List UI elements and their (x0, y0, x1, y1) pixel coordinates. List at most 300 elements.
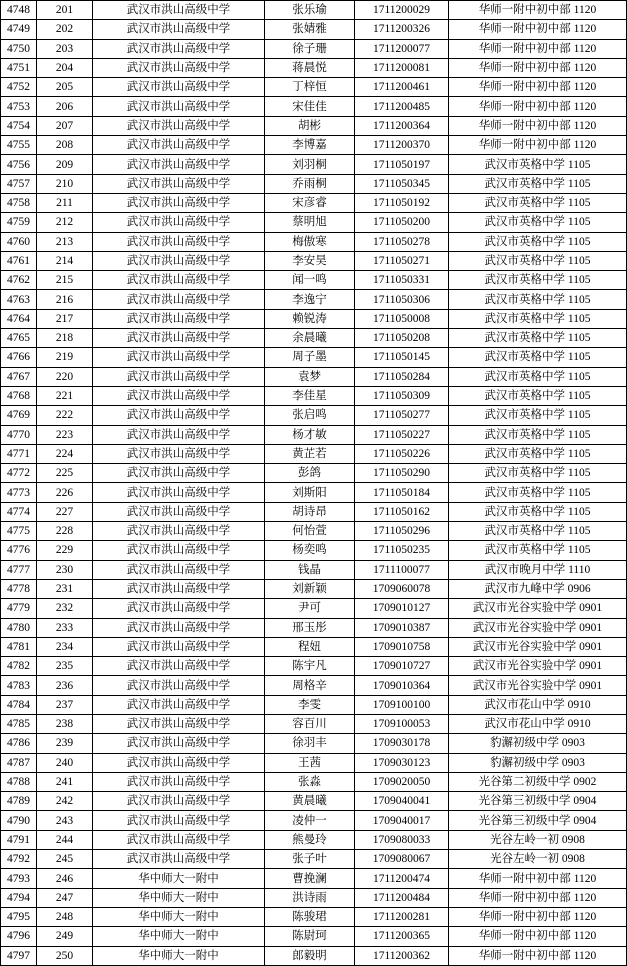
student-id-cell: 1711050345 (355, 174, 449, 193)
seq-number-cell: 230 (37, 560, 93, 579)
admitted-school-cell: 武汉市洪山高级中学 (93, 830, 265, 849)
table-row (1, 309, 627, 328)
origin-school-cell: 华师一附中初中部 1120 (449, 869, 627, 888)
student-name-cell: 刘新颖 (265, 579, 355, 598)
admitted-school-cell: 武汉市洪山高级中学 (93, 309, 265, 328)
student-name-cell: 丁梓恒 (265, 78, 355, 97)
row-index-cell: 4771 (1, 444, 37, 463)
student-name-cell: 蔡明旭 (265, 213, 355, 232)
student-id-cell: 1711050278 (355, 232, 449, 251)
table-row (1, 888, 627, 907)
admitted-school-cell: 武汉市洪山高级中学 (93, 541, 265, 560)
seq-number-cell: 215 (37, 271, 93, 290)
student-name-cell: 宋佳佳 (265, 97, 355, 116)
origin-school-cell: 华师一附中初中部 1120 (449, 58, 627, 77)
student-name-cell: 程妞 (265, 637, 355, 656)
student-id-cell: 1711200029 (355, 1, 449, 20)
table-row (1, 329, 627, 348)
student-name-cell: 陈尉珂 (265, 927, 355, 946)
seq-number-cell: 204 (37, 58, 93, 77)
row-index-cell: 4762 (1, 271, 37, 290)
table-row (1, 869, 627, 888)
seq-number-cell: 219 (37, 348, 93, 367)
student-id-cell: 1711200370 (355, 136, 449, 155)
row-index-cell: 4752 (1, 78, 37, 97)
admitted-school-cell: 武汉市洪山高级中学 (93, 483, 265, 502)
table-row (1, 271, 627, 290)
table-row (1, 714, 627, 733)
origin-school-cell: 华师一附中初中部 1120 (449, 1, 627, 20)
seq-number-cell: 207 (37, 116, 93, 135)
origin-school-cell: 武汉市九峰中学 0906 (449, 579, 627, 598)
origin-school-cell: 武汉市英格中学 1105 (449, 251, 627, 270)
student-name-cell: 乔雨桐 (265, 174, 355, 193)
student-id-cell: 1709100100 (355, 695, 449, 714)
origin-school-cell: 华师一附中初中部 1120 (449, 888, 627, 907)
student-id-cell: 1711050197 (355, 155, 449, 174)
origin-school-cell: 华师一附中初中部 1120 (449, 946, 627, 965)
admitted-school-cell: 武汉市洪山高级中学 (93, 618, 265, 637)
student-id-cell: 1711050331 (355, 271, 449, 290)
row-index-cell: 4792 (1, 850, 37, 869)
table-row (1, 386, 627, 405)
seq-number-cell: 220 (37, 367, 93, 386)
student-id-cell: 1711050145 (355, 348, 449, 367)
admitted-school-cell: 华中师大一附中 (93, 946, 265, 965)
student-name-cell: 杨奕鸣 (265, 541, 355, 560)
row-index-cell: 4777 (1, 560, 37, 579)
origin-school-cell: 华师一附中初中部 1120 (449, 116, 627, 135)
seq-number-cell: 214 (37, 251, 93, 270)
student-id-cell: 1711050296 (355, 522, 449, 541)
row-index-cell: 4759 (1, 213, 37, 232)
admitted-school-cell: 武汉市洪山高级中学 (93, 444, 265, 463)
table-row (1, 599, 627, 618)
row-index-cell: 4780 (1, 618, 37, 637)
seq-number-cell: 240 (37, 753, 93, 772)
seq-number-cell: 248 (37, 907, 93, 926)
table-row (1, 830, 627, 849)
admitted-school-cell: 武汉市洪山高级中学 (93, 772, 265, 791)
student-id-cell: 1709010127 (355, 599, 449, 618)
seq-number-cell: 239 (37, 734, 93, 753)
row-index-cell: 4787 (1, 753, 37, 772)
seq-number-cell: 241 (37, 772, 93, 791)
table-row (1, 97, 627, 116)
row-index-cell: 4788 (1, 772, 37, 791)
student-name-cell: 王茜 (265, 753, 355, 772)
table-row (1, 406, 627, 425)
student-name-cell: 杨才敏 (265, 425, 355, 444)
admitted-school-cell: 武汉市洪山高级中学 (93, 792, 265, 811)
table-row (1, 116, 627, 135)
origin-school-cell: 光谷第二初级中学 0902 (449, 772, 627, 791)
origin-school-cell: 武汉市花山中学 0910 (449, 695, 627, 714)
table-row (1, 39, 627, 58)
student-id-cell: 1709080033 (355, 830, 449, 849)
student-name-cell: 梅傲寒 (265, 232, 355, 251)
origin-school-cell: 华师一附中初中部 1120 (449, 927, 627, 946)
table-row (1, 174, 627, 193)
row-index-cell: 4765 (1, 329, 37, 348)
student-name-cell: 洪诗雨 (265, 888, 355, 907)
origin-school-cell: 武汉市英格中学 1105 (449, 367, 627, 386)
row-index-cell: 4793 (1, 869, 37, 888)
seq-number-cell: 201 (37, 1, 93, 20)
origin-school-cell: 光谷第三初级中学 0904 (449, 792, 627, 811)
origin-school-cell: 豹澥初级中学 0903 (449, 753, 627, 772)
row-index-cell: 4757 (1, 174, 37, 193)
admitted-school-cell: 武汉市洪山高级中学 (93, 136, 265, 155)
admitted-school-cell: 武汉市洪山高级中学 (93, 560, 265, 579)
admitted-school-cell: 武汉市洪山高级中学 (93, 406, 265, 425)
origin-school-cell: 武汉市英格中学 1105 (449, 522, 627, 541)
admitted-school-cell: 武汉市洪山高级中学 (93, 464, 265, 483)
row-index-cell: 4772 (1, 464, 37, 483)
seq-number-cell: 228 (37, 522, 93, 541)
admitted-school-cell: 华中师大一附中 (93, 927, 265, 946)
table-row (1, 946, 627, 965)
student-name-cell: 张启鸣 (265, 406, 355, 425)
row-index-cell: 4756 (1, 155, 37, 174)
table-row (1, 483, 627, 502)
table-row (1, 1, 627, 20)
seq-number-cell: 223 (37, 425, 93, 444)
table-row (1, 213, 627, 232)
student-name-cell: 陈宇凡 (265, 657, 355, 676)
origin-school-cell: 华师一附中初中部 1120 (449, 907, 627, 926)
student-name-cell: 邢玉彤 (265, 618, 355, 637)
student-id-cell: 1711200081 (355, 58, 449, 77)
origin-school-cell: 武汉市晚月中学 1110 (449, 560, 627, 579)
admitted-school-cell: 武汉市洪山高级中学 (93, 251, 265, 270)
row-index-cell: 4782 (1, 657, 37, 676)
origin-school-cell: 华师一附中初中部 1120 (449, 97, 627, 116)
student-id-cell: 1711050290 (355, 464, 449, 483)
admitted-school-cell: 武汉市洪山高级中学 (93, 78, 265, 97)
table-row (1, 444, 627, 463)
student-id-cell: 1709060078 (355, 579, 449, 598)
admitted-school-cell: 武汉市洪山高级中学 (93, 637, 265, 656)
row-index-cell: 4784 (1, 695, 37, 714)
row-index-cell: 4750 (1, 39, 37, 58)
student-name-cell: 李逸宁 (265, 290, 355, 309)
origin-school-cell: 武汉市英格中学 1105 (449, 174, 627, 193)
admitted-school-cell: 武汉市洪山高级中学 (93, 599, 265, 618)
admitted-school-cell: 武汉市洪山高级中学 (93, 20, 265, 39)
seq-number-cell: 202 (37, 20, 93, 39)
origin-school-cell: 武汉市英格中学 1105 (449, 193, 627, 212)
admitted-school-cell: 武汉市洪山高级中学 (93, 58, 265, 77)
admitted-school-cell: 武汉市洪山高级中学 (93, 850, 265, 869)
origin-school-cell: 武汉市英格中学 1105 (449, 444, 627, 463)
table-row (1, 522, 627, 541)
seq-number-cell: 221 (37, 386, 93, 405)
admitted-school-cell: 武汉市洪山高级中学 (93, 174, 265, 193)
admitted-school-cell: 武汉市洪山高级中学 (93, 734, 265, 753)
student-name-cell: 李博嘉 (265, 136, 355, 155)
table-row (1, 348, 627, 367)
student-id-cell: 1711050226 (355, 444, 449, 463)
row-index-cell: 4755 (1, 136, 37, 155)
row-index-cell: 4797 (1, 946, 37, 965)
seq-number-cell: 231 (37, 579, 93, 598)
student-name-cell: 张乐瑜 (265, 1, 355, 20)
seq-number-cell: 242 (37, 792, 93, 811)
seq-number-cell: 244 (37, 830, 93, 849)
table-row (1, 541, 627, 560)
seq-number-cell: 236 (37, 676, 93, 695)
origin-school-cell: 武汉市英格中学 1105 (449, 155, 627, 174)
row-index-cell: 4773 (1, 483, 37, 502)
table-row (1, 367, 627, 386)
student-id-cell: 1709010364 (355, 676, 449, 695)
admitted-school-cell: 武汉市洪山高级中学 (93, 579, 265, 598)
student-id-cell: 1711200077 (355, 39, 449, 58)
admitted-school-cell: 武汉市洪山高级中学 (93, 116, 265, 135)
student-name-cell: 彭鸽 (265, 464, 355, 483)
seq-number-cell: 225 (37, 464, 93, 483)
seq-number-cell: 208 (37, 136, 93, 155)
student-id-cell: 1709040041 (355, 792, 449, 811)
admitted-school-cell: 华中师大一附中 (93, 907, 265, 926)
table-row (1, 464, 627, 483)
row-index-cell: 4768 (1, 386, 37, 405)
seq-number-cell: 232 (37, 599, 93, 618)
student-id-cell: 1709100053 (355, 714, 449, 733)
origin-school-cell: 武汉市花山中学 0910 (449, 714, 627, 733)
origin-school-cell: 武汉市英格中学 1105 (449, 309, 627, 328)
student-name-cell: 胡彬 (265, 116, 355, 135)
origin-school-cell: 武汉市英格中学 1105 (449, 502, 627, 521)
row-index-cell: 4778 (1, 579, 37, 598)
student-id-cell: 1709010758 (355, 637, 449, 656)
seq-number-cell: 212 (37, 213, 93, 232)
admitted-school-cell: 武汉市洪山高级中学 (93, 714, 265, 733)
student-name-cell: 郎毅明 (265, 946, 355, 965)
origin-school-cell: 光谷第三初级中学 0904 (449, 811, 627, 830)
student-id-cell: 1711200364 (355, 116, 449, 135)
student-id-cell: 1711050227 (355, 425, 449, 444)
student-name-cell: 李佳星 (265, 386, 355, 405)
seq-number-cell: 247 (37, 888, 93, 907)
admitted-school-cell: 武汉市洪山高级中学 (93, 155, 265, 174)
table-row (1, 618, 627, 637)
student-name-cell: 何怡萱 (265, 522, 355, 541)
row-index-cell: 4791 (1, 830, 37, 849)
student-id-cell: 1709080067 (355, 850, 449, 869)
table-row (1, 792, 627, 811)
origin-school-cell: 光谷左岭一初 0908 (449, 850, 627, 869)
student-name-cell: 周子墨 (265, 348, 355, 367)
admitted-school-cell: 武汉市洪山高级中学 (93, 271, 265, 290)
table-row (1, 927, 627, 946)
admitted-school-cell: 武汉市洪山高级中学 (93, 367, 265, 386)
admitted-school-cell: 武汉市洪山高级中学 (93, 522, 265, 541)
student-id-cell: 1711050192 (355, 193, 449, 212)
student-id-cell: 1711050162 (355, 502, 449, 521)
row-index-cell: 4789 (1, 792, 37, 811)
student-id-cell: 1711200474 (355, 869, 449, 888)
student-name-cell: 曹挽澜 (265, 869, 355, 888)
table-row (1, 20, 627, 39)
table-row (1, 193, 627, 212)
row-index-cell: 4758 (1, 193, 37, 212)
table-row (1, 772, 627, 791)
table-row (1, 734, 627, 753)
table-row (1, 811, 627, 830)
student-id-cell: 1711050277 (355, 406, 449, 425)
table-row (1, 155, 627, 174)
admitted-school-cell: 武汉市洪山高级中学 (93, 676, 265, 695)
row-index-cell: 4774 (1, 502, 37, 521)
student-name-cell: 闻一鸣 (265, 271, 355, 290)
origin-school-cell: 武汉市英格中学 1105 (449, 213, 627, 232)
table-row (1, 676, 627, 695)
table-row (1, 232, 627, 251)
seq-number-cell: 209 (37, 155, 93, 174)
student-name-cell: 宋彦睿 (265, 193, 355, 212)
student-id-cell: 1711050200 (355, 213, 449, 232)
origin-school-cell: 武汉市英格中学 1105 (449, 348, 627, 367)
student-id-cell: 1711200362 (355, 946, 449, 965)
admitted-school-cell: 华中师大一附中 (93, 888, 265, 907)
row-index-cell: 4760 (1, 232, 37, 251)
student-name-cell: 徐子珊 (265, 39, 355, 58)
seq-number-cell: 250 (37, 946, 93, 965)
origin-school-cell: 武汉市光谷实验中学 0901 (449, 657, 627, 676)
origin-school-cell: 武汉市英格中学 1105 (449, 483, 627, 502)
row-index-cell: 4785 (1, 714, 37, 733)
student-name-cell: 余晨曦 (265, 329, 355, 348)
seq-number-cell: 222 (37, 406, 93, 425)
origin-school-cell: 光谷左岭一初 0908 (449, 830, 627, 849)
student-name-cell: 周格辛 (265, 676, 355, 695)
student-id-cell: 1711050306 (355, 290, 449, 309)
student-name-cell: 胡诗昂 (265, 502, 355, 521)
student-name-cell: 刘斯阳 (265, 483, 355, 502)
row-index-cell: 4764 (1, 309, 37, 328)
admitted-school-cell: 武汉市洪山高级中学 (93, 348, 265, 367)
admitted-school-cell: 武汉市洪山高级中学 (93, 329, 265, 348)
row-index-cell: 4754 (1, 116, 37, 135)
origin-school-cell: 华师一附中初中部 1120 (449, 20, 627, 39)
admitted-school-cell: 华中师大一附中 (93, 869, 265, 888)
student-id-cell: 1711050271 (355, 251, 449, 270)
student-name-cell: 赖锐涛 (265, 309, 355, 328)
table-row (1, 695, 627, 714)
student-name-cell: 尹可 (265, 599, 355, 618)
row-index-cell: 4790 (1, 811, 37, 830)
student-name-cell: 陈骏珺 (265, 907, 355, 926)
table-row (1, 637, 627, 656)
student-id-cell: 1709010727 (355, 657, 449, 676)
table-row (1, 425, 627, 444)
origin-school-cell: 武汉市英格中学 1105 (449, 232, 627, 251)
admitted-school-cell: 武汉市洪山高级中学 (93, 213, 265, 232)
student-id-cell: 1709030123 (355, 753, 449, 772)
seq-number-cell: 216 (37, 290, 93, 309)
student-id-cell: 1711200484 (355, 888, 449, 907)
table-row (1, 58, 627, 77)
seq-number-cell: 211 (37, 193, 93, 212)
student-id-cell: 1711050008 (355, 309, 449, 328)
row-index-cell: 4794 (1, 888, 37, 907)
student-name-cell: 容百川 (265, 714, 355, 733)
admitted-school-cell: 武汉市洪山高级中学 (93, 193, 265, 212)
admitted-school-cell: 武汉市洪山高级中学 (93, 425, 265, 444)
admitted-school-cell: 武汉市洪山高级中学 (93, 1, 265, 20)
student-id-cell: 1711050309 (355, 386, 449, 405)
student-name-cell: 张淼 (265, 772, 355, 791)
origin-school-cell: 武汉市英格中学 1105 (449, 329, 627, 348)
student-id-cell: 1711100077 (355, 560, 449, 579)
admitted-school-cell: 武汉市洪山高级中学 (93, 290, 265, 309)
table-row (1, 136, 627, 155)
seq-number-cell: 233 (37, 618, 93, 637)
row-index-cell: 4776 (1, 541, 37, 560)
student-id-cell: 1709030178 (355, 734, 449, 753)
row-index-cell: 4769 (1, 406, 37, 425)
origin-school-cell: 武汉市英格中学 1105 (449, 290, 627, 309)
seq-number-cell: 213 (37, 232, 93, 251)
student-id-cell: 1711200365 (355, 927, 449, 946)
row-index-cell: 4786 (1, 734, 37, 753)
seq-number-cell: 227 (37, 502, 93, 521)
student-id-cell: 1711050184 (355, 483, 449, 502)
origin-school-cell: 华师一附中初中部 1120 (449, 78, 627, 97)
student-id-cell: 1709040017 (355, 811, 449, 830)
student-name-cell: 熊曼玲 (265, 830, 355, 849)
seq-number-cell: 224 (37, 444, 93, 463)
student-name-cell: 刘羽桐 (265, 155, 355, 174)
student-name-cell: 钱晶 (265, 560, 355, 579)
seq-number-cell: 237 (37, 695, 93, 714)
row-index-cell: 4749 (1, 20, 37, 39)
student-name-cell: 黄芷若 (265, 444, 355, 463)
table-row (1, 657, 627, 676)
admitted-school-cell: 武汉市洪山高级中学 (93, 811, 265, 830)
row-index-cell: 4767 (1, 367, 37, 386)
student-name-cell: 凌仲一 (265, 811, 355, 830)
origin-school-cell: 武汉市光谷实验中学 0901 (449, 599, 627, 618)
table-row (1, 251, 627, 270)
row-index-cell: 4783 (1, 676, 37, 695)
origin-school-cell: 华师一附中初中部 1120 (449, 136, 627, 155)
seq-number-cell: 205 (37, 78, 93, 97)
origin-school-cell: 豹澥初级中学 0903 (449, 734, 627, 753)
admitted-school-cell: 武汉市洪山高级中学 (93, 695, 265, 714)
row-index-cell: 4796 (1, 927, 37, 946)
row-index-cell: 4795 (1, 907, 37, 926)
origin-school-cell: 武汉市光谷实验中学 0901 (449, 676, 627, 695)
table-body (1, 1, 627, 966)
row-index-cell: 4779 (1, 599, 37, 618)
table-row (1, 502, 627, 521)
student-id-cell: 1711050284 (355, 367, 449, 386)
origin-school-cell: 武汉市英格中学 1105 (449, 464, 627, 483)
seq-number-cell: 226 (37, 483, 93, 502)
origin-school-cell: 武汉市英格中学 1105 (449, 406, 627, 425)
row-index-cell: 4781 (1, 637, 37, 656)
student-id-cell: 1711050235 (355, 541, 449, 560)
student-id-cell: 1711200485 (355, 97, 449, 116)
student-name-cell: 袁梦 (265, 367, 355, 386)
seq-number-cell: 217 (37, 309, 93, 328)
origin-school-cell: 武汉市英格中学 1105 (449, 425, 627, 444)
admitted-school-cell: 武汉市洪山高级中学 (93, 39, 265, 58)
admitted-school-cell: 武汉市洪山高级中学 (93, 753, 265, 772)
